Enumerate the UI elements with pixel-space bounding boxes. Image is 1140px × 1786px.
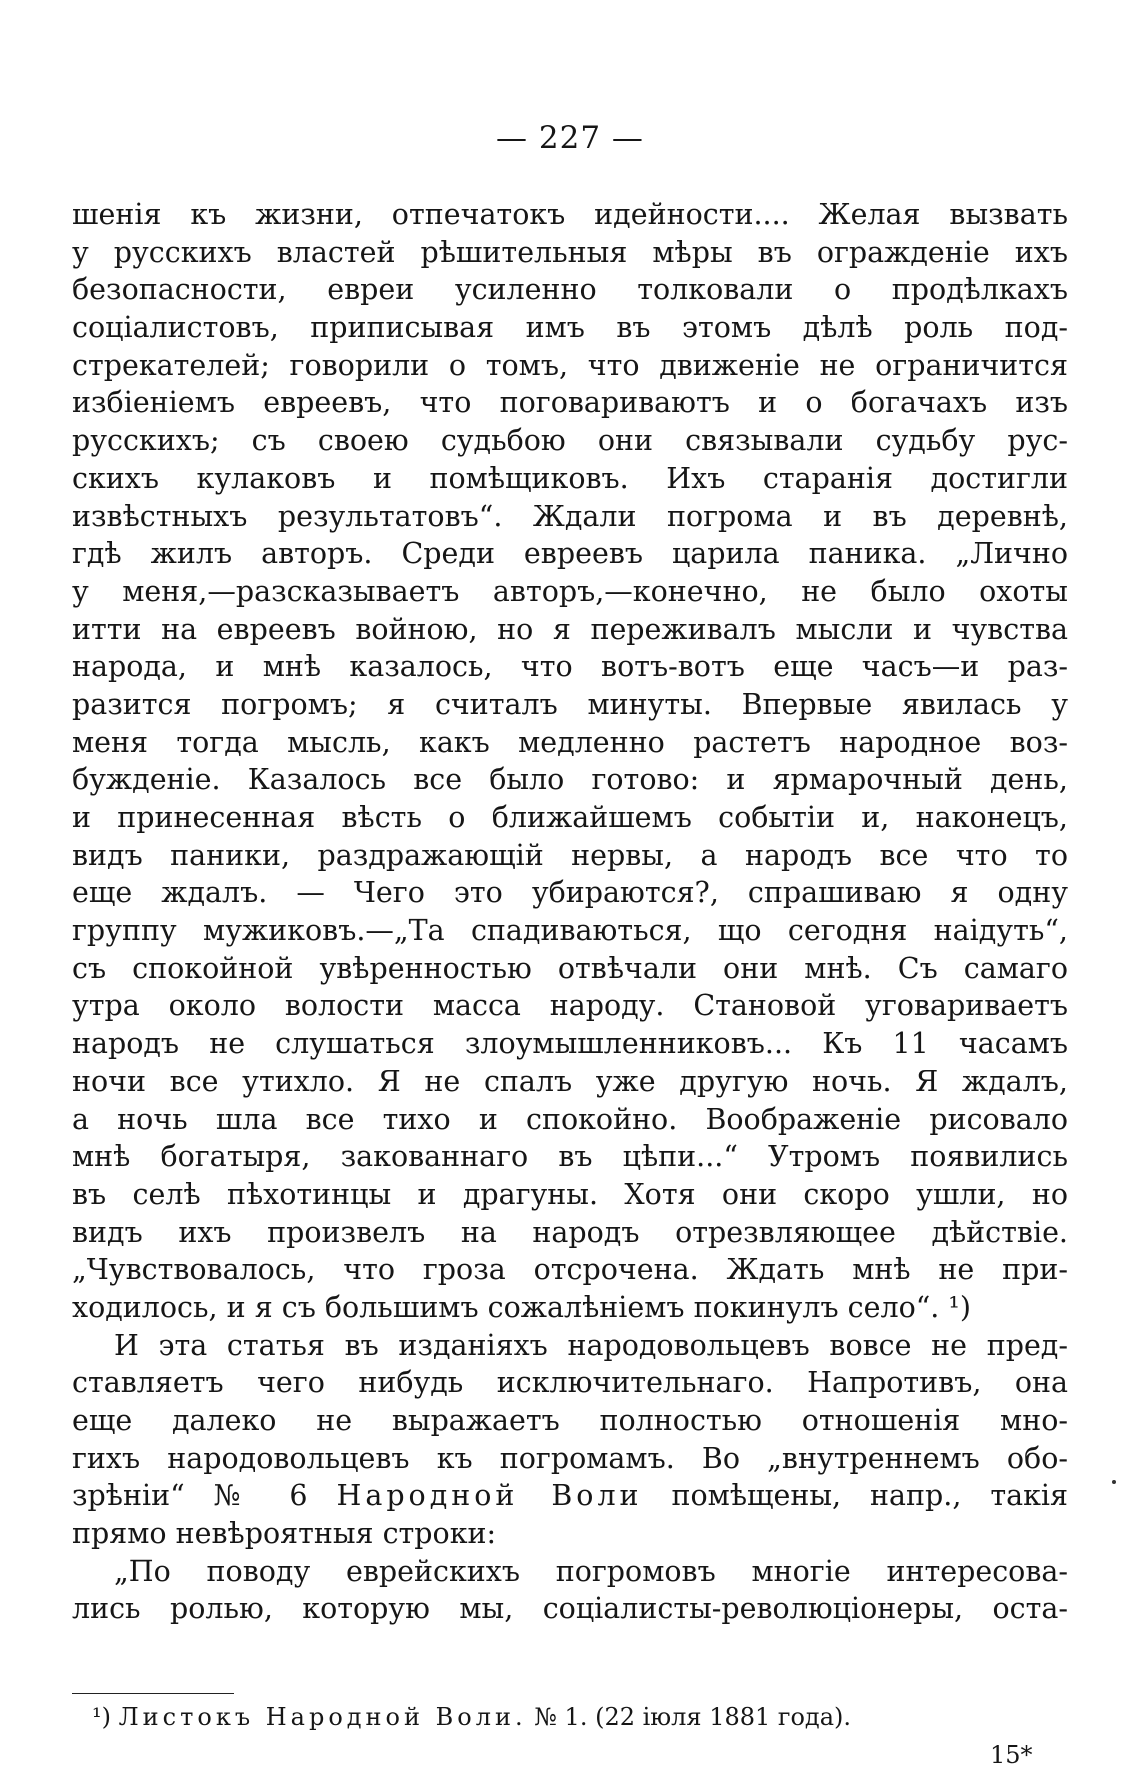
text-line: еще ждалъ. — Чего это убираются?, спрашиваю я одну [72,876,1068,910]
footnote [92,1700,1092,1734]
text-line [72,1477,1068,1515]
text-line: соціалистовъ, приписывая имъ въ этомъ дѣлѣ роль под- [72,311,1068,345]
text-line: утра около волости масса народу. Становой уговариваетъ [72,989,1068,1023]
text-line: группу мужиковъ.—„Та спадиваються, що сегодня наідуть“, [72,914,1068,948]
text-line: прямо невѣроятныя строки: [72,1517,497,1551]
text-line: народа, и мнѣ казалось, что вотъ-вотъ еще часъ—и раз- [72,650,1068,684]
margin-dot [1112,1480,1116,1484]
text-line: мнѣ богатыря, закованнаго въ цѣпи...“ Утромъ появились [72,1140,1068,1174]
text-line: „Чувствовалось, что гроза отсрочена. Ждать мнѣ не при- [72,1253,1068,1287]
line-part: зрѣніи“ № 6 [72,1479,337,1513]
text-line: избіеніемъ евреевъ, что поговариваютъ и о богачахъ изъ [72,386,1068,420]
text-line: безопасности, евреи усиленно толковали о продѣлкахъ [72,273,1068,307]
text-line: лись ролью, которую мы, соціалисты-революціонеры, оста- [72,1592,1068,1626]
signature-mark: 15* [990,1741,1033,1769]
text-line: а ночь шла все тихо и спокойно. Воображеніе рисовало [72,1102,1068,1136]
footnote-marker: ¹) [92,1703,111,1731]
text-line: и принесенная вѣсть о ближайшемъ событіи и, наконецъ, [72,801,1068,834]
text-line: у меня,—разсказываетъ авторъ,—конечно, не было охоты [72,574,1068,608]
footnote-date: № 1. (22 іюля 1881 года). [526,1703,851,1731]
text-line: въ селѣ пѣхотинцы и драгуны. Хотя они скоро ушли, но [72,1177,1068,1211]
text-line: русскихъ; съ своею судьбою они связывали судьбу рус- [72,424,1068,458]
text-line: скихъ кулаковъ и помѣщиковъ. Ихъ старанія достигли [72,461,1068,495]
text-line: народъ не слушаться злоумышленниковъ... Къ 11 часамъ [72,1027,1068,1061]
body-text [72,196,1068,1628]
text-line: меня тогда мысль, какъ медленно растетъ народное воз- [72,725,1068,759]
text-line: бужденіе. Казалось все было готово: и ярмарочный день, [72,763,1068,797]
paragraph-start-line: И эта статья въ изданіяхъ народовольцевъ вовсе не пред- [114,1328,1068,1362]
text-line: видъ паники, раздражающій нервы, а народъ все что то [72,838,1068,872]
text-line: еще далеко не выражаетъ полностью отношенія мно- [72,1404,1068,1437]
text-line: стрекателей; говорили о томъ, что движеніе не ограничится [72,348,1068,382]
text-line: ставляетъ чего нибудь исключительнаго. Напротивъ, она [72,1366,1068,1400]
text-line: гихъ народовольцевъ къ погромамъ. Во „внутреннемъ обо- [72,1441,1068,1475]
text-line: шенія къ жизни, отпечатокъ идейности.... Желая вызвать [72,198,1068,231]
line-part: помѣщены, напр., такія [642,1479,1069,1513]
text-line: гдѣ жилъ авторъ. Среди евреевъ царила паника. „Лично [72,537,1068,571]
text-line: съ спокойной увѣренностью отвѣчали они мнѣ. Съ самаго [72,951,1068,985]
spaced-journal-title: Народной Воли [336,1479,643,1513]
text-line: ходилось, и я съ большимъ сожалѣніемъ покинулъ село“. ¹) [72,1290,971,1324]
footnote-source-title: Листокъ Народной Воли. [118,1703,527,1731]
text-line: у русскихъ властей рѣшительныя мѣры въ огражденіе ихъ [72,235,1068,269]
footnote-divider [72,1693,234,1694]
text-line: итти на евреевъ войною, но я переживалъ мысли и чувства [72,612,1068,646]
page-number: — 227 — [496,120,644,156]
text-line: разится погромъ; я считалъ минуты. Впервые явилась у [72,687,1068,721]
text-line: ночи все утихло. Я не спалъ уже другую ночь. Я ждалъ, [72,1064,1068,1098]
text-line: видъ ихъ произвелъ на народъ отрезвляющее дѣйствіе. [72,1215,1068,1249]
text-line: извѣстныхъ результатовъ“. Ждали погрома и въ деревнѣ, [72,499,1068,533]
quote-start-line: „По поводу еврейскихъ погромовъ многіе интересова- [114,1554,1068,1588]
